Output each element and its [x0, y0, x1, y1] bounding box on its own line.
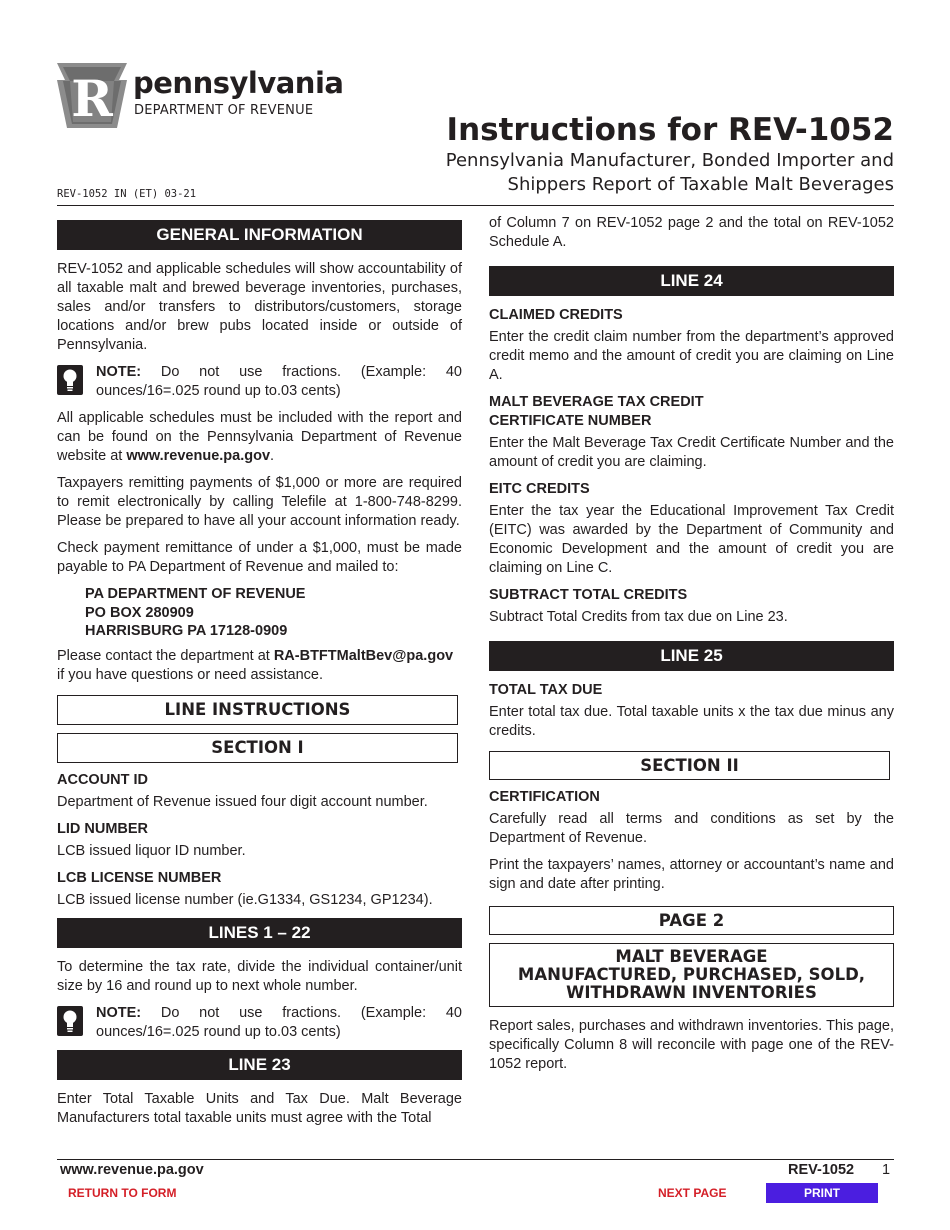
left-column: [57, 214, 462, 1136]
page-2-heading: PAGE 2: [489, 906, 894, 935]
subtract-credits-text: Subtract Total Credits from tax due on Line 23.: [489, 609, 788, 625]
keystone-icon: [57, 60, 127, 130]
note-box-2: [57, 1004, 462, 1042]
address-line-1: PA DEPARTMENT OF REVENUE: [85, 586, 306, 602]
eitc-credits-text: Enter the tax year the Educational Improvement Tax Credit (EITC) was awarded by the Department of Community and Economic Development and the amount of credit you are claiming on Line C.: [489, 503, 894, 576]
certification-heading: CERTIFICATION: [489, 789, 600, 805]
line-23-text: Enter Total Taxable Units and Tax Due. Malt Beverage Manufacturers total taxable units must agree with the Total: [57, 1090, 462, 1126]
section-2-heading: SECTION II: [489, 751, 890, 780]
lcb-license-text: LCB issued license number (ie.G1334, GS1234, GP1234).: [57, 891, 433, 908]
footer-form-number: REV-1052: [788, 1162, 855, 1178]
pa-revenue-logo: [57, 60, 347, 130]
malt-credit-heading-1: MALT BEVERAGE TAX CREDIT: [489, 394, 704, 410]
note-text: Do not use fractions. (Example: 40 ounces/16=.025 round up to.03 cents): [96, 364, 462, 399]
certification-text-1: Carefully read all terms and conditions as set by the Department of Revenue.: [489, 811, 894, 846]
footer-website[interactable]: www.revenue.pa.gov: [60, 1162, 204, 1178]
subtitle-line-2: Shippers Report of Taxable Malt Beverages: [507, 174, 894, 195]
general-information-heading: GENERAL INFORMATION: [57, 220, 462, 250]
subtract-credits-heading: SUBTRACT TOTAL CREDITS: [489, 587, 688, 603]
malt-inventories-heading-1: MALT BEVERAGE: [615, 947, 768, 966]
lines-1-22-text: To determine the tax rate, divide the individual container/unit size by 16 and round up to next whole number.: [57, 958, 462, 994]
contact-text-end: if you have questions or need assistance.: [57, 666, 323, 683]
revenue-website-link[interactable]: www.revenue.pa.gov: [126, 448, 271, 464]
mailing-address: [57, 585, 462, 641]
malt-inventories-text: Report sales, purchases and withdrawn inventories. This page, specifically Column 8 will reconcile with page one of the REV-1052 report.: [489, 1018, 894, 1072]
address-line-2: PO BOX 280909: [85, 604, 194, 621]
note-2-text: Do not use fractions. (Example: 40 ounces/16=.025 round up to.03 cents): [96, 1004, 462, 1040]
account-id-text: Department of Revenue issued four digit account number.: [57, 793, 428, 810]
line-25-heading: LINE 25: [489, 641, 894, 671]
address-line-3: HARRISBURG PA 17128-0909: [85, 623, 288, 639]
lcb-license-heading: LCB LICENSE NUMBER: [57, 869, 222, 886]
logo-letter: R: [71, 69, 113, 128]
note-2-label: NOTE:: [96, 1004, 142, 1021]
general-paragraph-2-text: All applicable schedules must be included with the report and can be found on the Pennsylvania Department of Revenue website at: [57, 410, 462, 464]
contact-paragraph: [57, 647, 462, 685]
line-23-continued: of Column 7 on REV-1052 page 2 and the total on REV-1052 Schedule A.: [489, 215, 894, 250]
malt-credit-heading-2: CERTIFICATE NUMBER: [489, 413, 652, 429]
general-paragraph-2: [57, 409, 462, 466]
section-1-heading: SECTION I: [57, 733, 458, 763]
print-button[interactable]: PRINT: [766, 1183, 878, 1203]
footer-page-number: 1: [882, 1162, 891, 1178]
certification-text-2: Print the taxpayers’ names, attorney or accountant’s name and sign and date after printing.: [489, 857, 894, 892]
contact-email-link[interactable]: RA-BTFTMaltBev@pa.gov: [273, 647, 454, 664]
return-to-form-button[interactable]: RETURN TO FORM: [68, 1186, 177, 1200]
lightbulb-icon: [57, 365, 83, 395]
line-23-heading: LINE 23: [57, 1050, 462, 1080]
claimed-credits-text: Enter the credit claim number from the department’s approved credit memo and the amount of credit you are claiming on Line A.: [489, 329, 894, 383]
form-code: REV-1052 IN (ET) 03-21: [57, 188, 197, 200]
total-tax-due-text: Enter total tax due. Total taxable units x the tax due minus any credits.: [489, 704, 894, 739]
malt-inventories-heading: [489, 943, 894, 1007]
lightbulb-icon: [57, 1006, 83, 1036]
general-paragraph-4: Check payment remittance of under a $1,000, must be made payable to PA Department of Revenue and mailed to:: [57, 540, 462, 575]
subtitle-line-1: Pennsylvania Manufacturer, Bonded Importer and: [445, 150, 894, 171]
total-tax-due-heading: TOTAL TAX DUE: [489, 682, 603, 698]
account-id-heading: ACCOUNT ID: [57, 771, 149, 788]
contact-text: Please contact the department at: [57, 647, 274, 664]
logo-department: DEPARTMENT OF REVENUE: [134, 103, 314, 118]
right-column: [489, 214, 894, 1082]
lid-number-heading: LID NUMBER: [57, 820, 149, 837]
line-instructions-heading: LINE INSTRUCTIONS: [57, 695, 458, 725]
malt-inventories-heading-3: WITHDRAWN INVENTORIES: [566, 983, 817, 1002]
note-box: [57, 363, 462, 401]
lid-number-text: LCB issued liquor ID number.: [57, 842, 246, 859]
claimed-credits-heading: CLAIMED CREDITS: [489, 307, 623, 323]
general-paragraph-2-end: .: [270, 448, 275, 464]
page-title: Instructions for REV-1052: [446, 112, 894, 148]
malt-inventories-heading-2: MANUFACTURED, PURCHASED, SOLD,: [517, 965, 866, 984]
footer-divider: [57, 1159, 894, 1160]
logo-wordmark: pennsylvania: [133, 66, 344, 100]
malt-credit-text: Enter the Malt Beverage Tax Credit Certificate Number and the amount of credit you are claiming.: [489, 435, 894, 470]
eitc-credits-heading: EITC CREDITS: [489, 481, 590, 497]
page-subtitle: [446, 149, 894, 197]
note-label: NOTE:: [96, 364, 142, 380]
line-24-heading: LINE 24: [489, 266, 894, 296]
general-paragraph-3: Taxpayers remitting payments of $1,000 or more are required to remit electronically by calling Telefile at 1-800-748-8299. Please be prepared to have all your account information ready.: [57, 475, 462, 529]
next-page-button[interactable]: NEXT PAGE: [658, 1186, 727, 1200]
general-paragraph-1: REV-1052 and applicable schedules will show accountability of all taxable malt and brewed beverage inventories, purchases, sales and/or transfers to distributors/customers, storage locations and/or brew pubs located inside or outside of Pennsylvania.: [57, 261, 462, 353]
header-divider: [57, 205, 894, 206]
lines-1-22-heading: LINES 1 – 22: [57, 918, 462, 948]
